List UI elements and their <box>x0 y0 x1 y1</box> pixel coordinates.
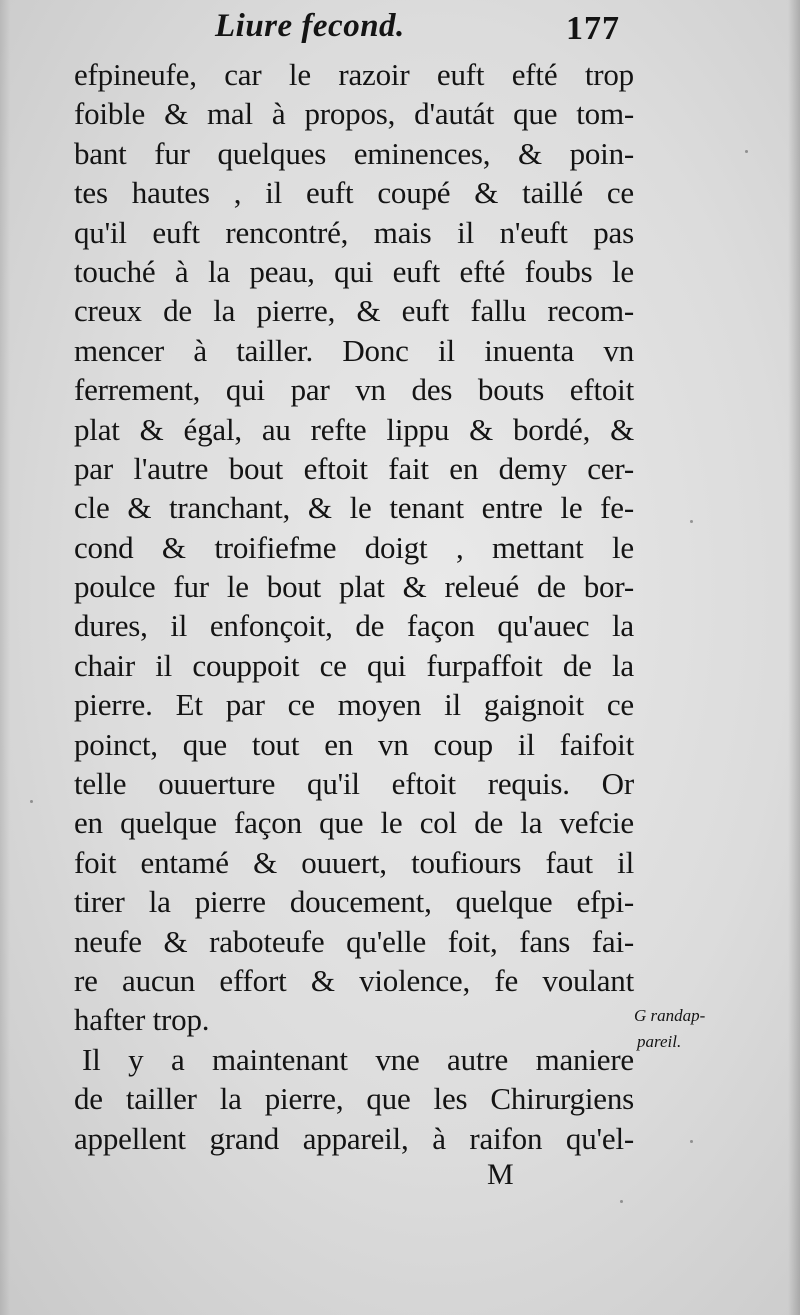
text-line: poulce fur le bout plat & releué de bor- <box>74 569 634 605</box>
text-line: chair il couppoit ce qui furpaffoit de la <box>74 647 634 683</box>
paper-speck <box>745 150 748 153</box>
text-line: ferrement, qui par vn des bouts eftoit <box>74 372 634 408</box>
text-line: touché à la peau, qui euft efté foubs le <box>74 253 634 289</box>
text-line: efpineufe, car le razoir euft efté trop <box>74 57 634 92</box>
text-line: foit entamé & ouuert, toufiours faut il <box>74 844 634 880</box>
page-number: 177 <box>566 10 620 47</box>
marginal-note-line: G randap- <box>634 1006 706 1025</box>
text-line: poinct, que tout en vn coup il faifoit <box>74 726 634 762</box>
paper-speck <box>690 1140 693 1143</box>
text-line: hafter trop. <box>74 1002 210 1038</box>
text-line: neufe & raboteufe qu'elle foit, fans fai- <box>74 923 634 959</box>
text-line: par l'autre bout eftoit fait en demy cer- <box>74 450 634 486</box>
text-line: tes hautes , il euft coupé & taillé ce <box>74 175 634 211</box>
text-line: Il y a maintenant vne autre maniere <box>82 1041 634 1077</box>
text-line: cle & tranchant, & le tenant entre le fe- <box>74 490 634 526</box>
paper-speck <box>690 520 693 523</box>
text-line: pierre. Et par ce moyen il gaignoit ce <box>74 687 634 723</box>
text-line: plat & égal, au refte lippu & bordé, & <box>74 411 634 447</box>
paper-speck <box>30 800 33 803</box>
catchword: M <box>487 1158 514 1191</box>
running-title: Liure fecond. <box>215 8 405 44</box>
text-line: re aucun effort & violence, fe voulant <box>74 962 634 998</box>
marginal-note <box>634 1003 794 1055</box>
marginal-note-line: pareil. <box>637 1032 682 1051</box>
text-line: en quelque façon que le col de la vefcie <box>74 805 634 841</box>
text-line: de tailler la pierre, que les Chirurgiens <box>74 1081 634 1117</box>
running-head <box>0 8 800 52</box>
text-line: qu'il euft rencontré, mais il n'euft pas <box>74 214 634 250</box>
page-right-shadow <box>788 0 800 1315</box>
paper-speck <box>620 1200 623 1203</box>
text-line: appellent grand appareil, à raifon qu'el- <box>74 1120 634 1156</box>
text-line: bant fur quelques eminences, & poin- <box>74 135 634 171</box>
text-line: tirer la pierre doucement, quelque efpi- <box>74 884 634 920</box>
text-line: mencer à tailler. Donc il inuenta vn <box>74 332 634 368</box>
text-line: dures, il enfonçoit, de façon qu'auec la <box>74 608 634 644</box>
text-line: cond & troifiefme doigt , mettant le <box>74 529 634 565</box>
page-left-shadow <box>0 0 10 1315</box>
text-line: foible & mal à propos, d'autát que tom- <box>74 96 634 132</box>
body-text <box>74 55 634 1158</box>
text-line: telle ouuerture qu'il eftoit requis. Or <box>74 766 634 802</box>
text-line: creux de la pierre, & euft fallu recom- <box>74 293 634 329</box>
